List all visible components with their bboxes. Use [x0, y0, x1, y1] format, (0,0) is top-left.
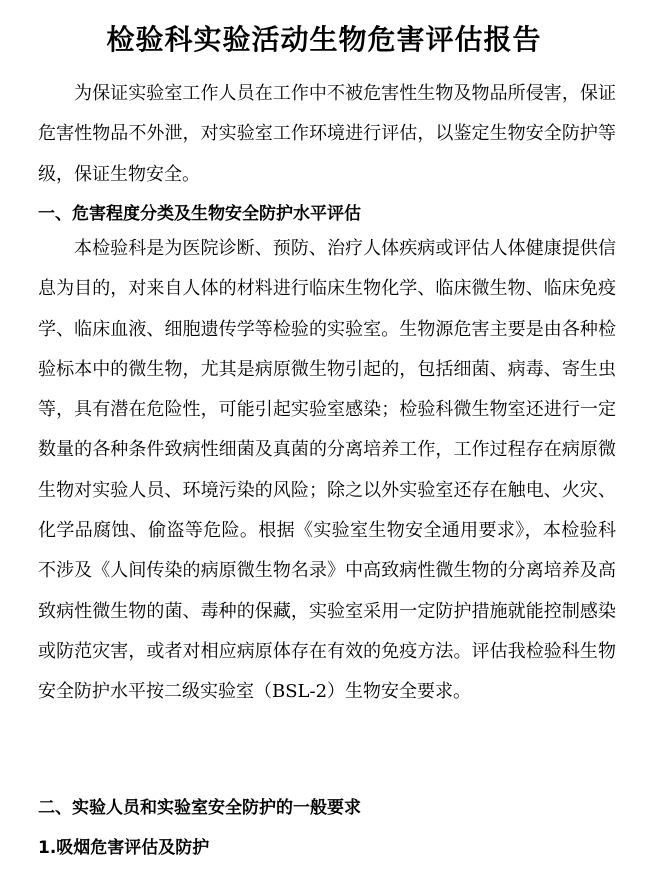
section-1-heading: 一、危害程度分类及生物安全防护水平评估 [38, 204, 361, 224]
section-1-body: 本检验科是为医院诊断、预防、治疗人体疾病或评估人体健康提供信息为目的，对来自人体的材料进行临床生物化学、临床微生物、临床免疫学、临床血液、细胞遗传学等检验的实验室。生物源危害主要是由各种检验标本中的微生物，尤其是病原微生物引起的，包括细菌、病毒、寄生虫等，具有潜在危险性，可能引起实验室感染；检验科微生物室还进行一定数量的各种条件致病性细菌及真菌的分离培养工作，工作过程存在病原微生物对实验人员、环境污染的风险；除之以外实验室还存在触电、火灾、化学品腐蚀、偷盗等危险。根据《实验室生物安全通用要求》，本检验科不涉及《人间传染的病原微生物名录》中高致病性微生物的分离培养及高致病性微生物的菌、毒种的保藏，实验室采用一定防护措施就能控制感染或防范灾害，或者对相应病原体存在有效的免疫方法。评估我检验科生物安全防护水平按二级实验室（BSL-2）生物安全要求。 [38, 238, 616, 703]
document-title: 检验科实验活动生物危害评估报告 [106, 23, 542, 56]
section-2-subheading: 1.吸烟危害评估及防护 [38, 838, 210, 858]
section-2-heading: 二、实验人员和实验室安全防护的一般要求 [38, 798, 361, 818]
intro-paragraph: 为保证实验室工作人员在工作中不被危害性生物及物品所侵害，保证危害性物品不外泄，对实验室工作环境进行评估，以鉴定生物安全防护等级，保证生物安全。 [38, 83, 616, 185]
